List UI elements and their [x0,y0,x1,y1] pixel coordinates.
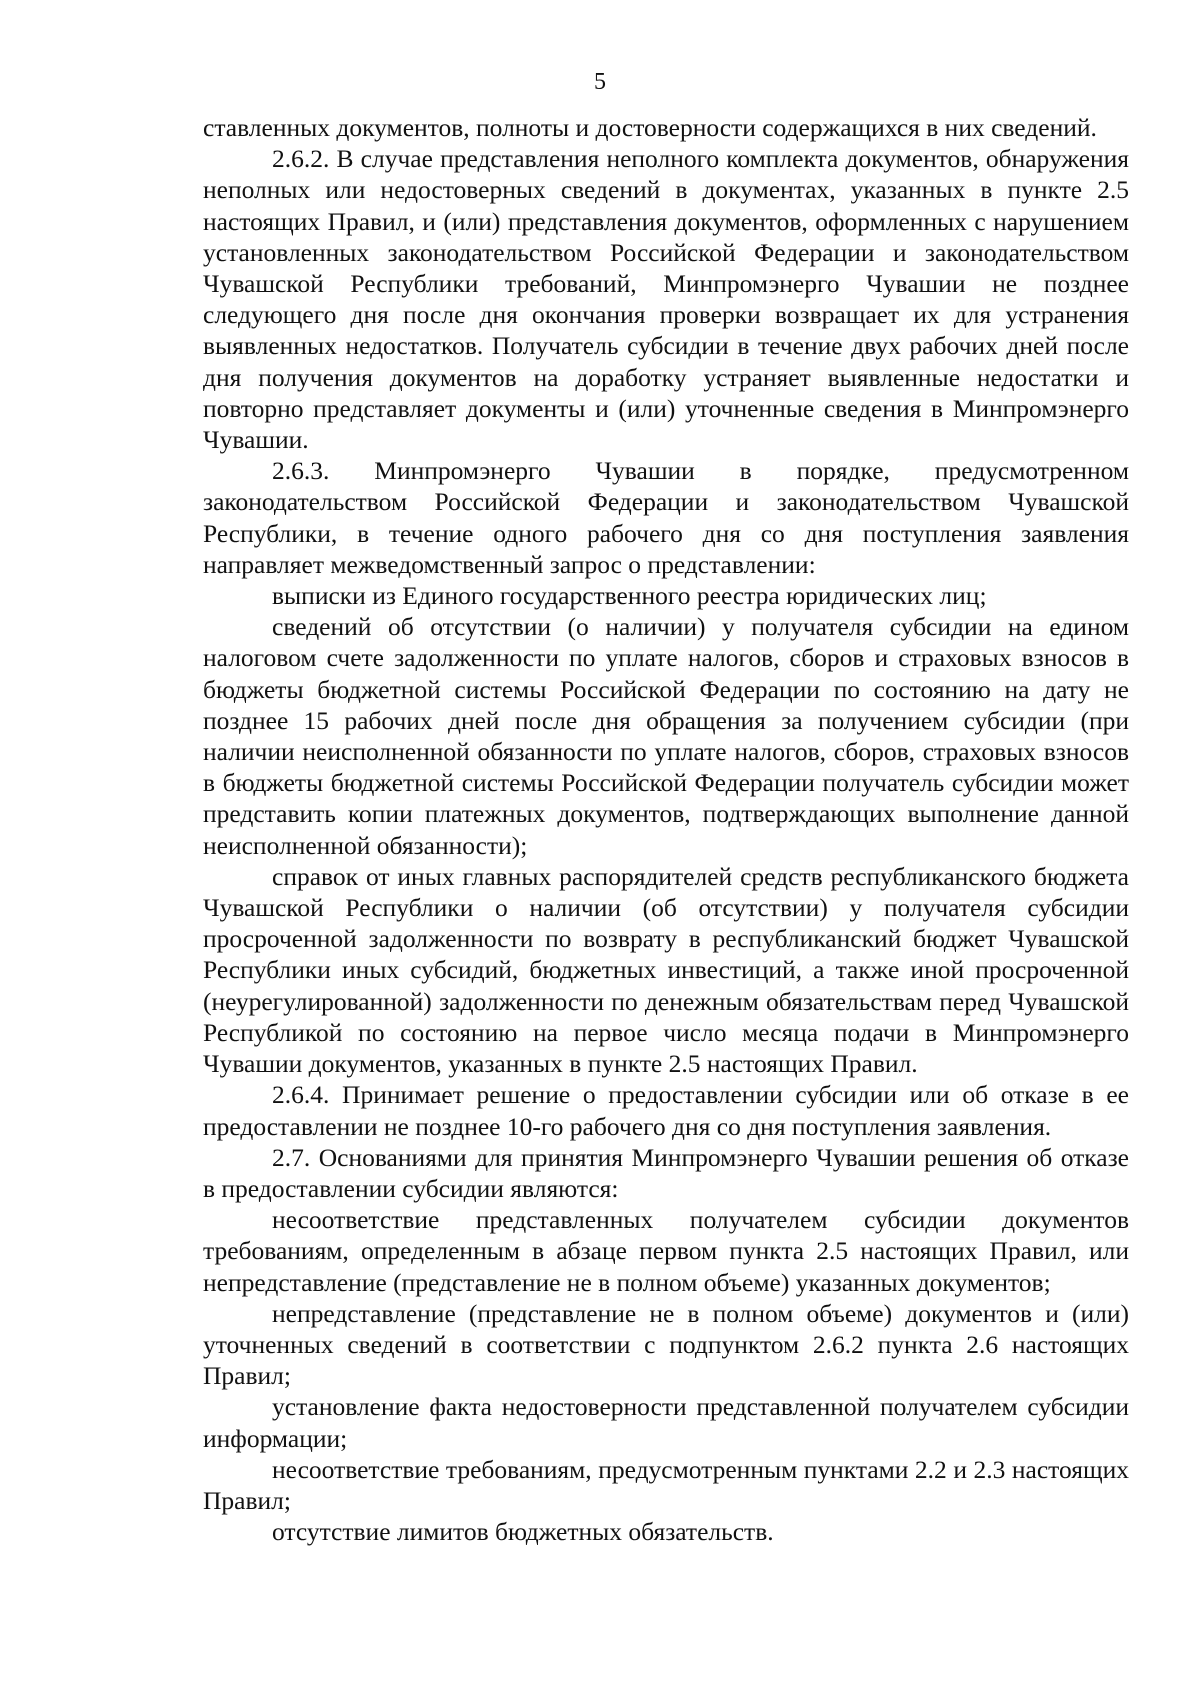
list-item-refusal-documents-mismatch: несоответствие представленных получателем субсидии документов требованиям, определенным в абзаце первом пункта 2.5 настоящих Правил, или непредставление (представление не в полном объеме) указанных документов; [203,1205,1129,1297]
paragraph-continuation: ставленных документов, полноты и достоверности содержащихся в них сведений. [203,113,1097,142]
paragraph-2-6-3: 2.6.3. Минпромэнерго Чувашии в порядке, предусмотренном законодательством Российской Федерации и законодательством Чувашской Республики, в течение одного рабочего дня со дня поступления заявления направляет межведомственный запрос о представлении: [203,456,1129,579]
list-item-refusal-requirements: несоответствие требованиям, предусмотренным пунктами 2.2 и 2.3 настоящих Правил; [203,1454,1129,1515]
page-number: 5 [594,69,606,95]
list-item-egrul-extract: выписки из Единого государственного реестра юридических лиц; [272,581,987,611]
paragraph-2-7: 2.7. Основаниями для принятия Минпромэнерго Чувашии решения об отказе в предоставлении субсидии являются: [203,1142,1129,1203]
paragraph-2-6-4: 2.6.4. Принимает решение о предоставлении субсидии или об отказе в ее предоставлении не позднее 10-го рабочего дня со дня поступления заявления. [203,1080,1129,1141]
paragraph-2-6-2: 2.6.2. В случае представления неполного комплекта документов, обнаружения неполных или недостоверных сведений в документах, указанных в пункте 2.5 настоящих Правил, и (или) представления документов, оформленных с нарушением установленных законодательством Российской Федерации и законодательством Чувашской Республики требований, Минпромэнерго Чувашии не позднее следующего дня после дня окончания проверки возвращает их для устранения выявленных недостатков. Получатель субсидии в течение двух рабочих дней после дня получения документов на доработку устраняет выявленные недостатки и повторно представляет документы и (или) уточненные сведения в Минпромэнерго Чувашии. [203,144,1129,455]
list-item-refusal-not-submitted: непредставление (представление не в полном объеме) документов и (или) уточненных сведений в соответствии с подпунктом 2.6.2 пункта 2.6 настоящих Правил; [203,1298,1129,1391]
list-item-refusal-false-info: установление факта недостоверности представленной получателем субсидии информации; [203,1392,1129,1453]
list-item-tax-debt-info: сведений об отсутствии (о наличии) у получателя субсидии на едином налоговом счете задолженности по уплате налогов, сборов и страховых взносов в бюджеты бюджетной системы Российской Федерации по состоянию на дату не позднее 15 рабочих дней после дня обращения за получением субсидии (при наличии неисполненной обязанности по уплате налогов, сборов, страховых взносов в бюджеты бюджетной системы Российской Федерации получатель субсидии может представить копии платежных документов, подтверждающих выполнение данной неисполненной обязанности); [203,612,1129,860]
list-item-refusal-no-limits: отсутствие лимитов бюджетных обязательств. [272,1517,774,1547]
document-body [203,112,1129,1547]
list-item-budget-debt-certificates: справок от иных главных распорядителей средств республиканского бюджета Чувашской Республики о наличии (об отсутствии) у получателя субсидии просроченной задолженности по возврату в республиканский бюджет Чувашской Республики иных субсидий, бюджетных инвестиций, а также иной просроченной (неурегулированной) задолженности по денежным обязательствам перед Чувашской Республикой по состоянию на первое число месяца подачи в Минпромэнерго Чувашии документов, указанных в пункте 2.5 настоящих Правил. [203,861,1129,1079]
